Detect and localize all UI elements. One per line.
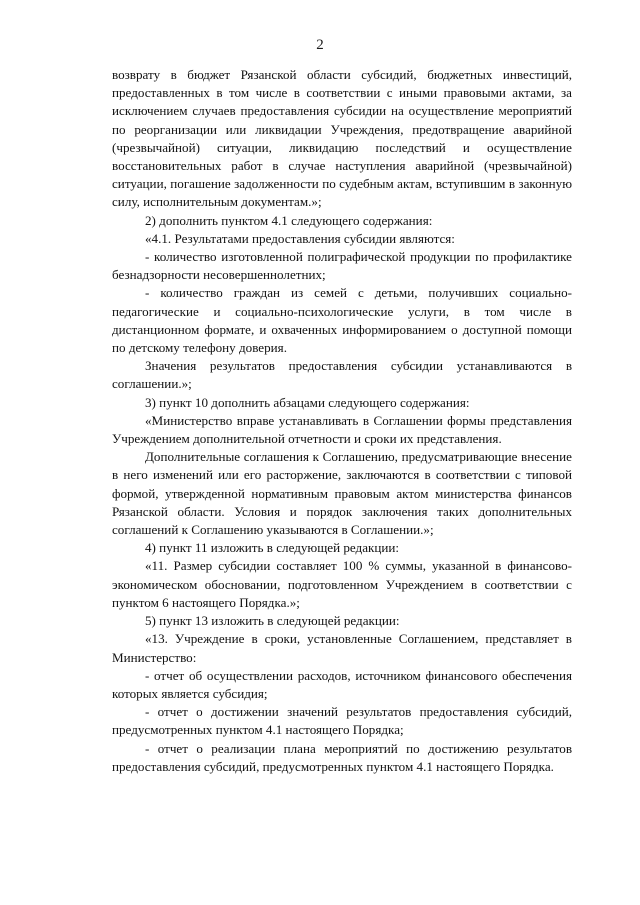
paragraph: возврату в бюджет Рязанской области субсидий, бюджетных инвестиций, предоставленных в том числе в соответствии с иными правовыми актами, за исключением случаев предоставления субсидии на осуществление мероприятий по реорганизации или ликвидации Учреждения, предотвращение аварийной (чрезвычайной) ситуации, ликвидацию последствий и осуществление восстановительных работ в случае наступления аварийной (чрезвычайной) ситуации, погашение задолженности по судебным актам, вступившим в законную силу, исполнительным документам.»; [112,67,572,210]
paragraph: 5) пункт 13 изложить в следующей редакции: [145,613,400,629]
paragraph: «4.1. Результатами предоставления субсидии являются: [145,230,455,246]
page-number: 2 [316,37,324,53]
list-item: - количество изготовленной полиграфической продукции по профилактике безнадзорности несовершеннолетних; [112,249,572,283]
document-body [112,66,572,776]
list-item: - отчет о реализации плана мероприятий по достижению результатов предоставления субсидий, предусмотренных пунктом 4.1 настоящего Порядка. [112,740,572,774]
paragraph: Дополнительные соглашения к Соглашению, предусматривающие внесение в него изменений или его расторжение, заключаются в соответствии с типовой формой, утвержденной нормативным правовым актом министерства финансов Рязанской области. Условия и порядок заключения таких дополнительных соглашений к Соглашению указываются в Соглашении.»; [112,449,572,538]
paragraph: 4) пункт 11 изложить в следующей редакции: [145,540,400,556]
paragraph: 2) дополнить пунктом 4.1 следующего содержания: [145,212,433,228]
list-item: - отчет об осуществлении расходов, источником финансового обеспечения которых является субсидия; [112,667,572,701]
paragraph: «Министерство вправе устанавливать в Соглашении формы представления Учреждением дополнительной отчетности и сроки их представления. [112,412,572,447]
list-item: - количество граждан из семей с детьми, получивших социально-педагогические и социально-психологические услуги, в том числе в дистанционном формате, и охваченных информированием о доступной помощи по детскому телефону доверия. [112,285,572,356]
paragraph: «11. Размер субсидии составляет 100 % суммы, указанной в финансово-экономическом обосновании, подготовленном Учреждением в соответствии с пунктом 6 настоящего Порядка.»; [112,558,572,610]
paragraph: Значения результатов предоставления субсидии устанавливаются в соглашении.»; [112,358,572,392]
paragraph: «13. Учреждение в сроки, установленные Соглашением, представляет в Министерство: [112,631,572,665]
list-item: - отчет о достижении значений результатов предоставления субсидий, предусмотренных пунктом 4.1 настоящего Порядка; [112,704,572,738]
paragraph: 3) пункт 10 дополнить абзацами следующего содержания: [145,394,470,410]
